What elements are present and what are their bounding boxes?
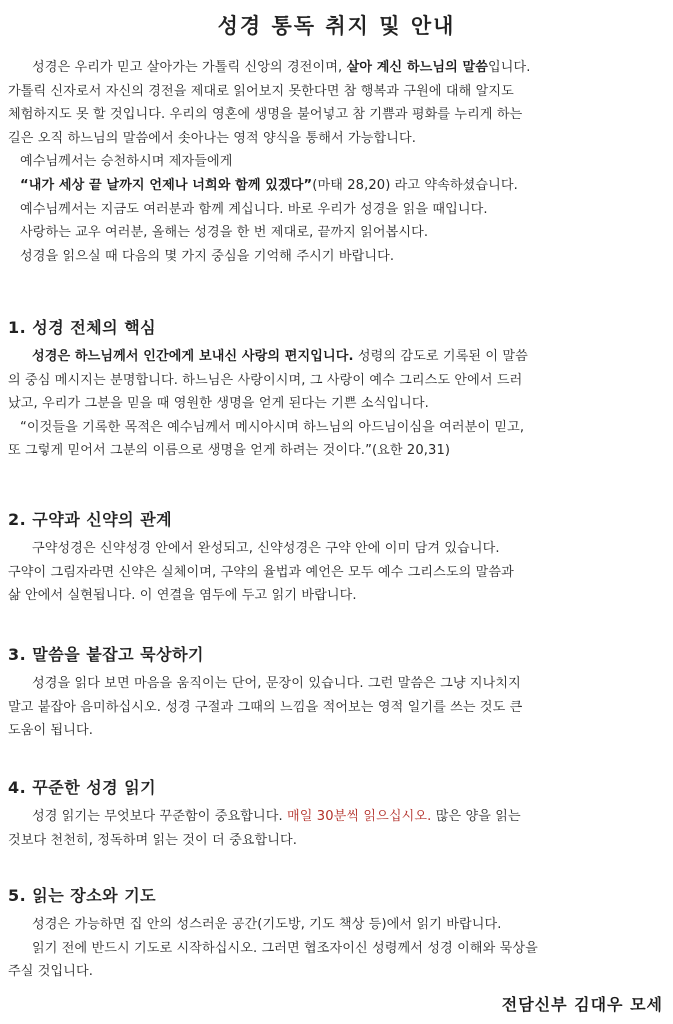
- section-line: 성경은 하느님께서 인간에게 보내신 사랑의 편지입니다. 성령의 감도로 기록된 이 말씀: [32, 349, 528, 364]
- section-line: “이것들을 기록한 목적은 예수님께서 메시아시며 하느님의 아드님이심을 여러분이 믿고,: [20, 419, 525, 435]
- section-heading: 4. 꾸준한 성경 읽기: [8, 778, 157, 797]
- page-title: 성경 통독 취지 및 안내: [217, 14, 456, 38]
- section-meditation: [8, 644, 668, 743]
- intro-line: 가톨릭 신자로서 자신의 경전을 제대로 읽어보지 못한다면 참 행복과 구원에 대해 알지도: [8, 83, 514, 99]
- intro-line: 성경을 읽으실 때 다음의 몇 가지 중심을 기억해 주시기 바랍니다.: [20, 248, 395, 264]
- section-line: 성경 읽기는 무엇보다 꾸준함이 중요합니다. 매일 30분씩 읽으십시오. 많은 양을 읽는: [32, 809, 521, 824]
- section-line: 도움이 됩니다.: [8, 723, 94, 739]
- intro-line: 예수님께서는 승천하시며 제자들에게: [20, 154, 233, 170]
- section-place-prayer: [8, 885, 668, 984]
- section-core: [8, 317, 668, 463]
- section-line: 것보다 천천히, 정독하며 읽는 것이 더 중요합니다.: [8, 832, 298, 848]
- section-line: 주실 것입니다.: [8, 964, 94, 980]
- intro-line: 체험하지도 못 할 것입니다. 우리의 영혼에 생명을 불어넣고 참 기쁨과 평화를 누리게 하는: [8, 107, 523, 123]
- quote-emphasis: “내가 세상 끝 날까지 언제나 너희와 함께 있겠다”: [20, 177, 313, 193]
- intro-line: 사랑하는 교우 여러분, 올해는 성경을 한 번 제대로, 끝까지 읽어봅시다.: [20, 225, 429, 241]
- section-line: 구약이 그림자라면 신약은 실체이며, 구약의 율법과 예언은 모두 예수 그리스도의 말씀과: [8, 564, 514, 580]
- intro-line: 성경은 우리가 믿고 살아가는 가톨릭 신앙의 경전이며, 살아 계신 하느님의 말씀입니다.: [32, 60, 531, 75]
- section-steady-reading: [8, 777, 668, 852]
- daily-reading-highlight: 매일 30분씩 읽으십시오.: [287, 809, 432, 824]
- section-line: 났고, 우리가 그분을 믿을 때 영원한 생명을 얻게 된다는 기쁜 소식입니다.: [8, 396, 429, 412]
- love-letter-emphasis: 성경은 하느님께서 인간에게 보내신 사랑의 편지입니다.: [32, 349, 354, 364]
- intro-paragraph: [8, 56, 668, 268]
- section-line: 성경을 읽다 보면 마음을 움직이는 단어, 문장이 있습니다. 그런 말씀은 그냥 지나치지: [32, 676, 521, 691]
- section-heading: 5. 읽는 장소와 기도: [8, 886, 157, 905]
- section-line: 말고 붙잡아 음미하십시오. 성경 구절과 그때의 느낌을 적어보는 영적 일기를 쓰는 것도 큰: [8, 699, 523, 715]
- section-line: 또 그렇게 믿어서 그분의 이름으로 생명을 얻게 하려는 것이다.”(요한 20,31): [8, 443, 451, 459]
- intro-line: 예수님께서는 지금도 여러분과 함께 계십니다. 바로 우리가 성경을 읽을 때입니다.: [20, 201, 488, 217]
- intro-line: “내가 세상 끝 날까지 언제나 너희와 함께 있겠다”(마태 28,20) 라고 약속하셨습니다.: [20, 177, 518, 193]
- intro-line: 길은 오직 하느님의 말씀에서 솟아나는 영적 양식을 통해서 가능합니다.: [8, 130, 417, 146]
- section-line: 삶 안에서 실현됩니다. 이 연결을 염두에 두고 읽기 바랍니다.: [8, 588, 357, 604]
- section-heading: 1. 성경 전체의 핵심: [8, 318, 157, 337]
- section-line: 구약성경은 신약성경 안에서 완성되고, 신약성경은 구약 안에 이미 담겨 있습니다.: [32, 541, 500, 556]
- section-heading: 2. 구약과 신약의 관계: [8, 510, 173, 529]
- section-line: 읽기 전에 반드시 기도로 시작하십시오. 그러면 협조자이신 성령께서 성경 이해와 묵상을: [32, 940, 538, 956]
- living-word-emphasis: 살아 계신 하느님의 말씀: [346, 60, 489, 75]
- signature: 전담신부 김대우 모세: [501, 995, 663, 1014]
- section-line: 의 중심 메시지는 분명합니다. 하느님은 사랑이시며, 그 사랑이 예수 그리스도 안에서 드러: [8, 372, 523, 388]
- section-testaments: [8, 509, 668, 608]
- section-line: 성경은 가능하면 집 안의 성스러운 공간(기도방, 기도 책상 등)에서 읽기 바랍니다.: [32, 917, 502, 932]
- section-heading: 3. 말씀을 붙잡고 묵상하기: [8, 645, 204, 664]
